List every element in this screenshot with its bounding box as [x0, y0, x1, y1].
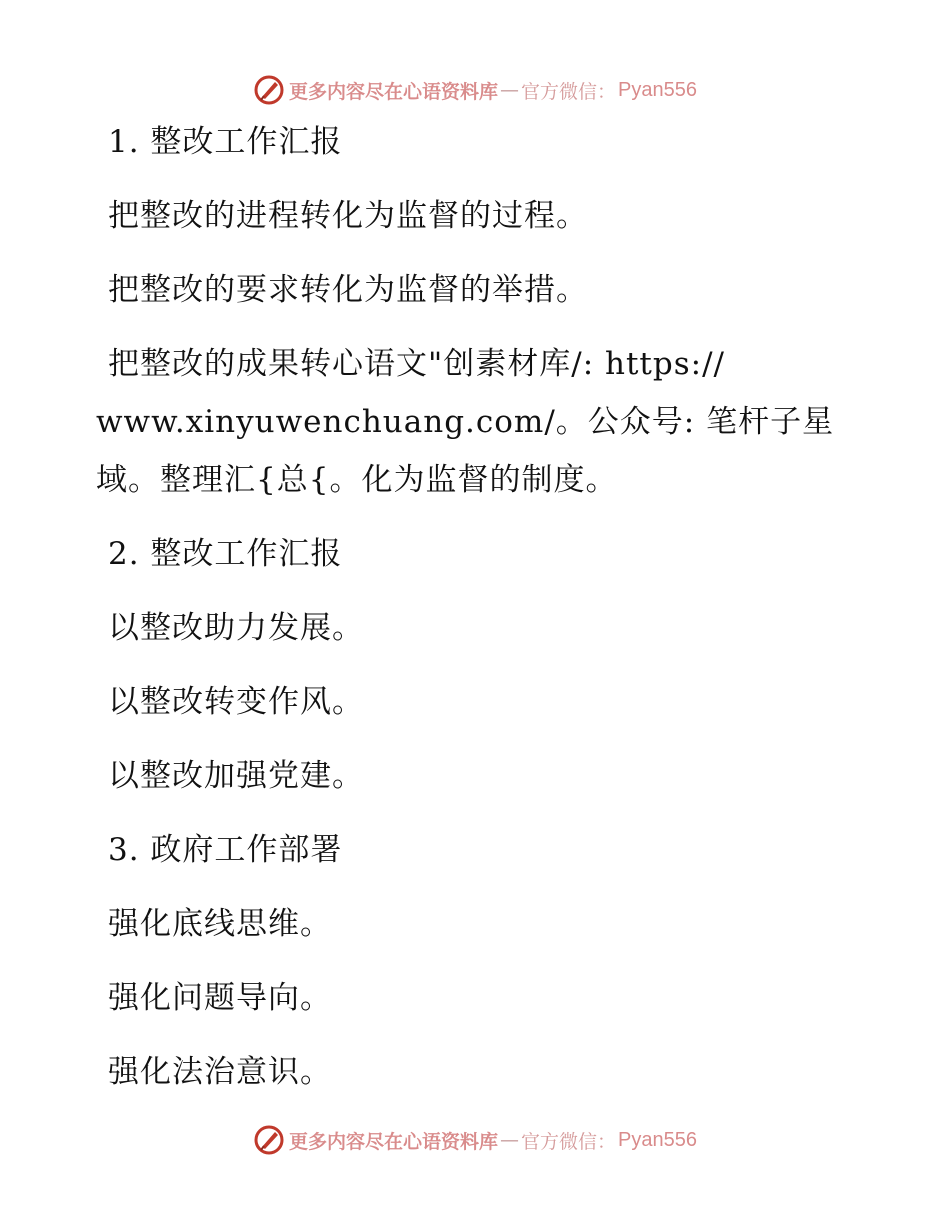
paragraph-line: www.xinyuwenchuang.com/。公众号: 笔杆子星 [96, 404, 835, 440]
banner-dash: — [500, 1129, 520, 1151]
banner-wechat-label: 官方微信： [521, 80, 617, 103]
quill-logo-icon [253, 1124, 285, 1156]
section-heading: 1. 整改工作汇报 [108, 124, 343, 160]
list-item: 以整改助力发展。 [108, 610, 364, 646]
list-item: 强化底线思维。 [108, 906, 332, 942]
list-item: 把整改的进程转化为监督的过程。 [108, 198, 588, 234]
section-heading: 2. 整改工作汇报 [108, 536, 343, 572]
banner-text: 更多内容尽在心语资料库 [289, 1130, 499, 1153]
list-item: 把整改的要求转化为监督的举措。 [108, 272, 588, 308]
banner-wechat-id: Pyan556 [618, 1128, 697, 1151]
banner-dash: — [500, 79, 520, 101]
header-banner [0, 70, 950, 110]
document-body [96, 120, 835, 1094]
list-item: 以整改加强党建。 [108, 758, 364, 794]
paragraph-line: 把整改的成果转心语文"创素材库/: https:// [108, 346, 725, 382]
list-item: 强化问题导向。 [108, 980, 332, 1016]
banner-wechat-id: Pyan556 [618, 78, 697, 101]
banner-wechat-label: 官方微信： [521, 1130, 617, 1153]
footer-banner [0, 1120, 950, 1160]
list-item: 强化法治意识。 [108, 1054, 332, 1090]
paragraph-line: 域。整理汇{总{。化为监督的制度。 [96, 462, 618, 498]
quill-logo-icon [253, 74, 285, 106]
list-item: 以整改转变作风。 [108, 684, 364, 720]
banner-text: 更多内容尽在心语资料库 [289, 80, 499, 103]
section-heading: 3. 政府工作部署 [108, 832, 343, 868]
